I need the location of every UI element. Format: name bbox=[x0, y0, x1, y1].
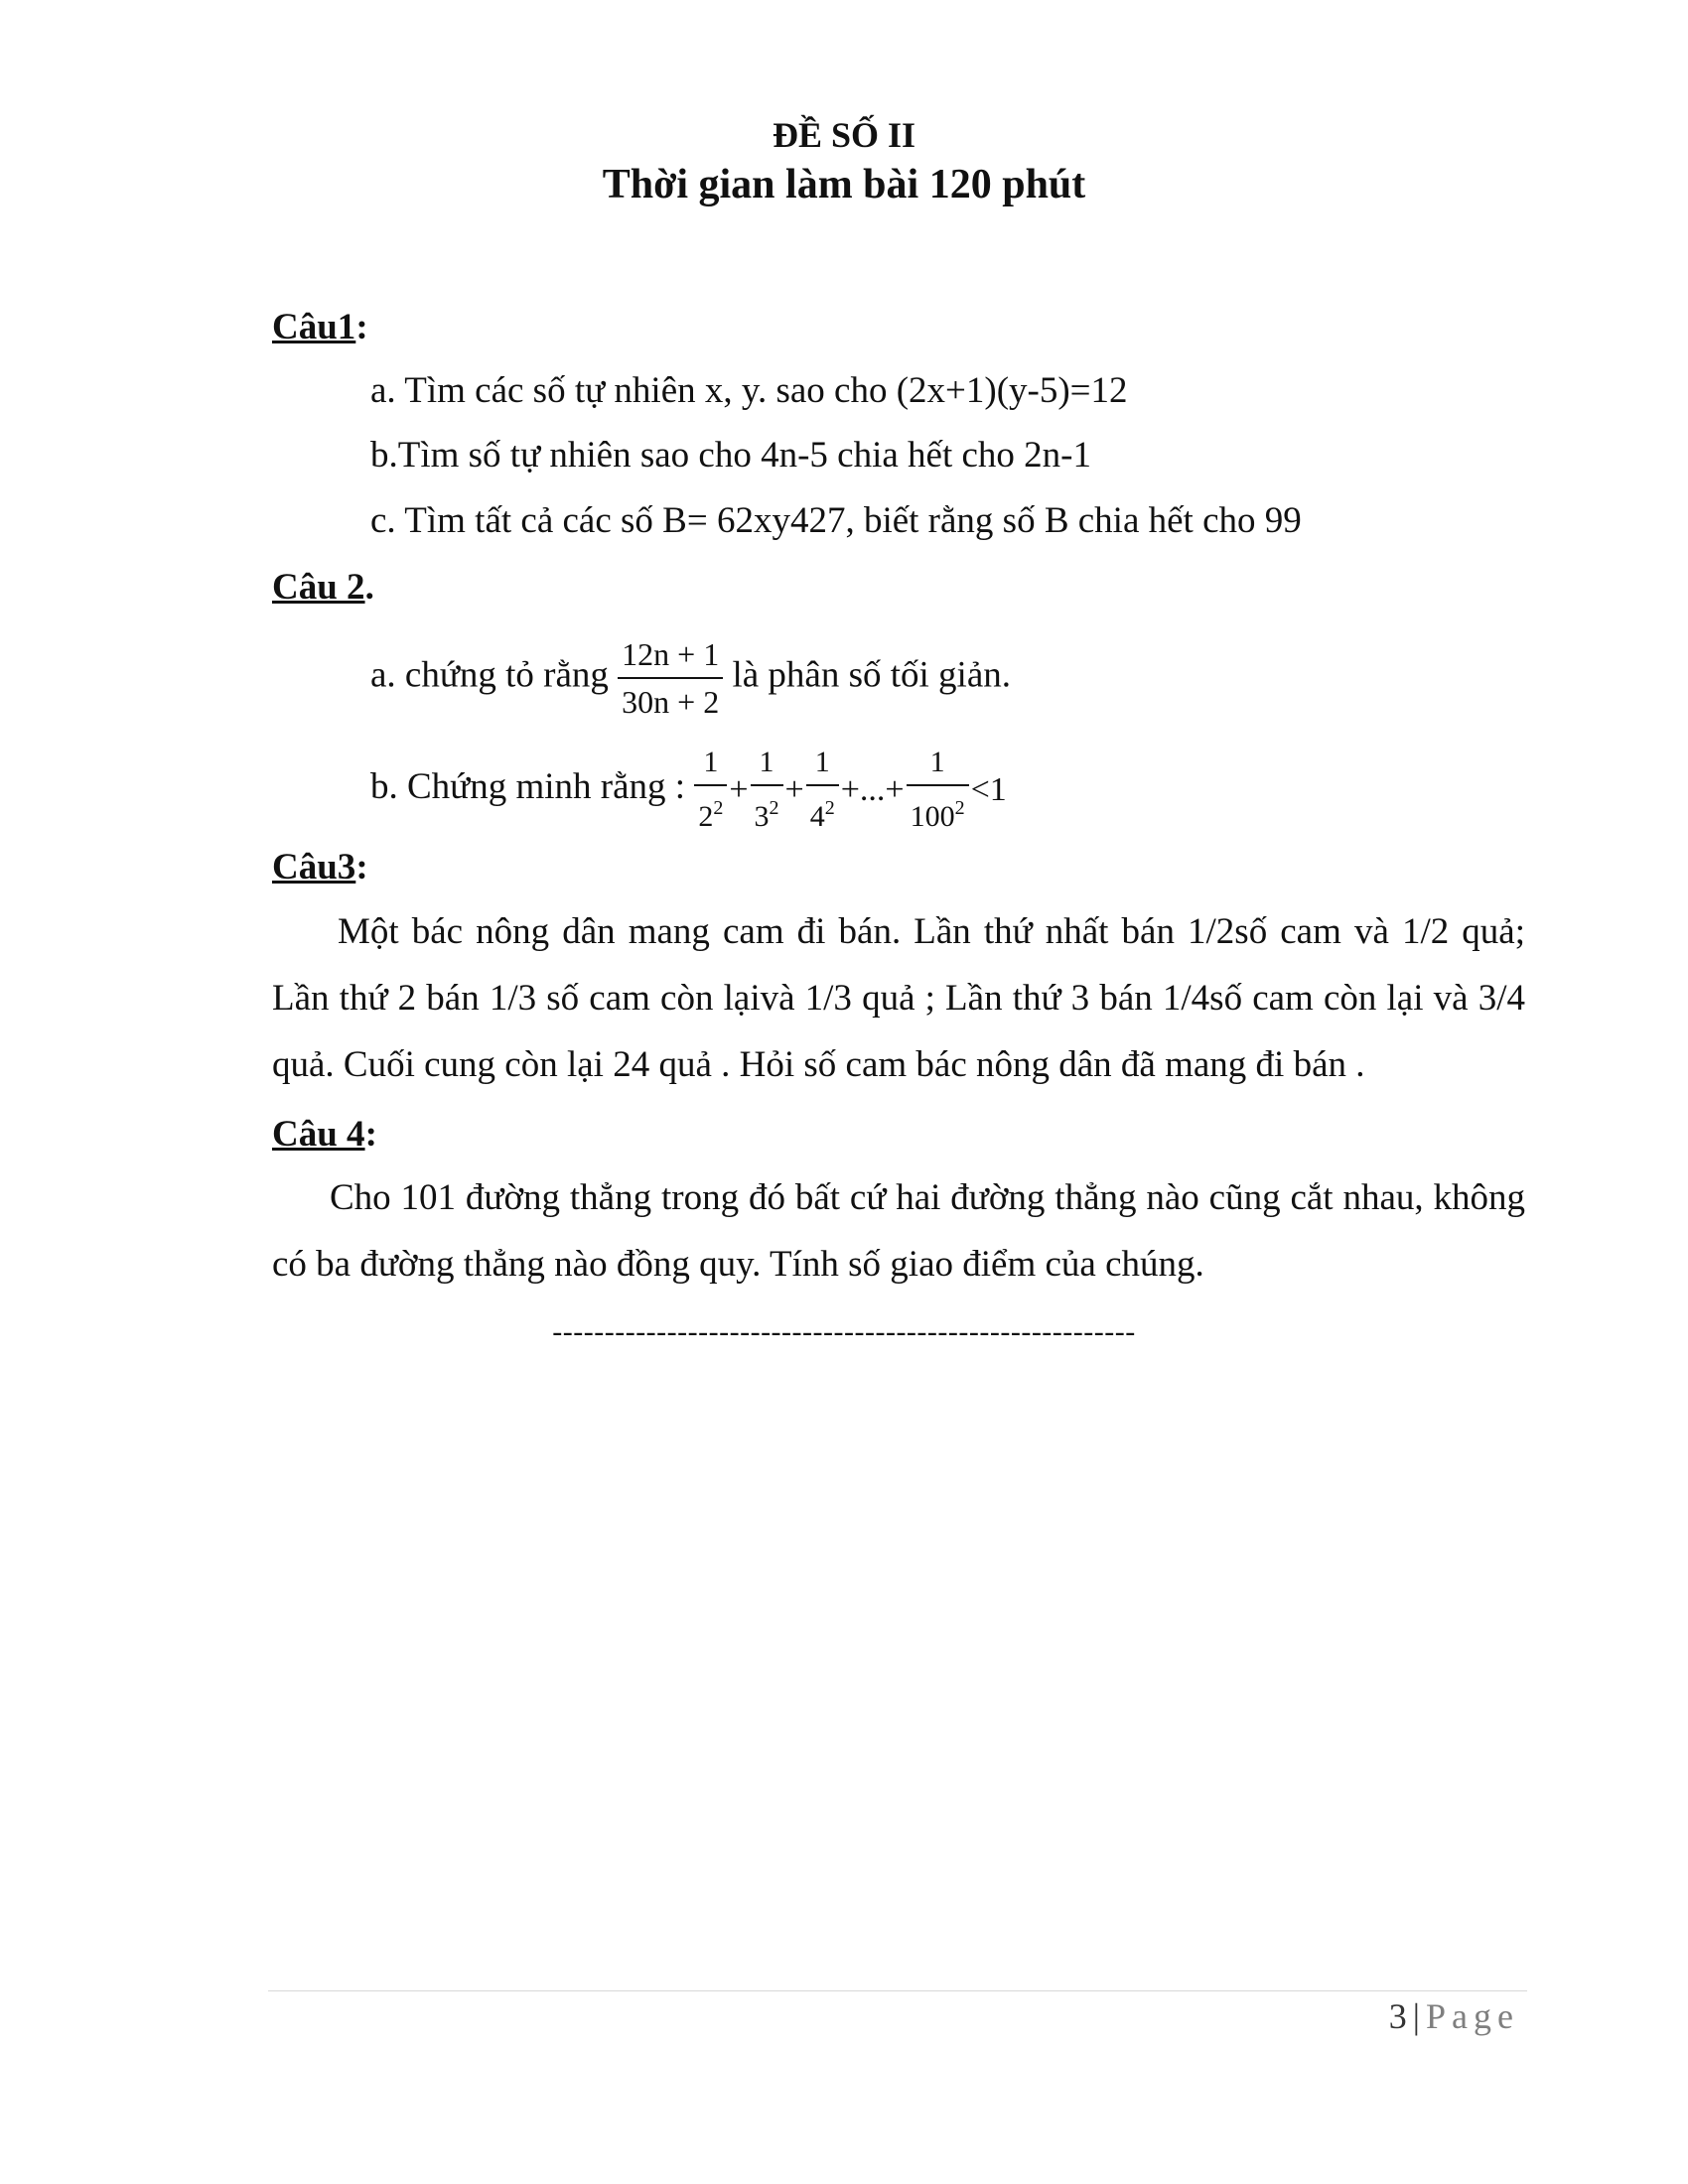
term-3-numerator: 1 bbox=[806, 741, 839, 786]
question-2-label: Câu 2 bbox=[272, 567, 365, 608]
term-4-numerator: 1 bbox=[907, 741, 969, 786]
page-number: 3 bbox=[1388, 1996, 1407, 2036]
ellipsis-sign: +...+ bbox=[840, 770, 905, 808]
question-2-colon: . bbox=[364, 567, 374, 608]
fraction-term-1 bbox=[694, 741, 727, 839]
question-2-heading bbox=[272, 566, 374, 609]
term-3-base: 4 bbox=[809, 800, 825, 833]
question-2a bbox=[370, 631, 1011, 725]
less-than-one: <1 bbox=[970, 770, 1007, 808]
term-1-base: 2 bbox=[698, 800, 714, 833]
exam-title: ĐỀ SỐ II bbox=[772, 115, 916, 155]
question-3-text: Một bác nông dân mang cam đi bán. Lần thứ nhất bán 1/2số cam và 1/2 quả; Lần thứ 2 bán 1/3 số cam còn lạivà 1/3 quả ; Lần thứ 3 bán 1/4số cam còn lại và 3/4 quả. Cuối cung còn lại 24 quả . Hỏi số cam bác nông dân đã mang đi bán . bbox=[272, 911, 1525, 1085]
exam-subtitle: Thời gian làm bài 120 phút bbox=[602, 162, 1086, 207]
term-1-exponent: 2 bbox=[713, 797, 724, 819]
fraction-term-2 bbox=[751, 741, 783, 839]
question-3-heading bbox=[272, 846, 368, 888]
question-1b: b.Tìm số tự nhiên sao cho 4n-5 chia hết cho 2n-1 bbox=[370, 435, 1091, 476]
question-4-label: Câu 4 bbox=[272, 1114, 365, 1155]
plus-sign: + bbox=[784, 770, 804, 808]
term-1-numerator: 1 bbox=[694, 741, 727, 786]
plus-sign: + bbox=[729, 770, 749, 808]
question-2b-prefix: b. Chứng minh rằng : bbox=[370, 765, 686, 807]
question-1-colon: : bbox=[355, 307, 368, 347]
fraction-12n-over-30n bbox=[618, 631, 723, 725]
question-1c: c. Tìm tất cả các số B= 62xy427, biết rằng số B chia hết cho 99 bbox=[370, 500, 1302, 541]
footer-divider bbox=[268, 1990, 1527, 1991]
question-4-colon: : bbox=[364, 1114, 377, 1155]
term-3-exponent: 2 bbox=[824, 797, 835, 819]
question-4-heading bbox=[272, 1113, 377, 1156]
fraction-term-3 bbox=[806, 741, 839, 839]
term-2-exponent: 2 bbox=[769, 797, 779, 819]
question-2b bbox=[370, 741, 1009, 839]
question-3-label: Câu3 bbox=[272, 847, 356, 887]
question-2a-suffix: là phân số tối giản. bbox=[732, 654, 1012, 696]
term-4-base: 100 bbox=[910, 800, 955, 833]
question-4-text: Cho 101 đường thẳng trong đó bất cứ hai đường thẳng nào cũng cắt nhau, không có ba đường thẳng nào đồng quy. Tính số giao điểm của chúng. bbox=[272, 1177, 1525, 1285]
separator-line: -------------------------------------------------------- bbox=[552, 1315, 1136, 1348]
question-1a: a. Tìm các số tự nhiên x, y. sao cho (2x+1)(y-5)=12 bbox=[370, 370, 1128, 411]
term-4-exponent: 2 bbox=[954, 797, 965, 819]
page-label: Page bbox=[1426, 1996, 1519, 2036]
question-1-label: Câu1 bbox=[272, 307, 356, 347]
term-2-base: 3 bbox=[754, 800, 770, 833]
term-4-denominator bbox=[907, 786, 969, 839]
fraction-numerator: 12n + 1 bbox=[618, 631, 723, 679]
term-2-numerator: 1 bbox=[751, 741, 783, 786]
footer-bar: | bbox=[1412, 1996, 1421, 2036]
page-footer bbox=[1389, 1995, 1519, 2037]
fraction-term-4 bbox=[907, 741, 969, 839]
question-2a-prefix: a. chứng tỏ rằng bbox=[370, 654, 609, 696]
question-3-colon: : bbox=[355, 847, 368, 887]
fraction-denominator: 30n + 2 bbox=[622, 684, 720, 720]
term-2-denominator bbox=[751, 786, 783, 839]
question-1-heading bbox=[272, 306, 368, 348]
term-1-denominator bbox=[694, 786, 727, 839]
term-3-denominator bbox=[806, 786, 839, 839]
